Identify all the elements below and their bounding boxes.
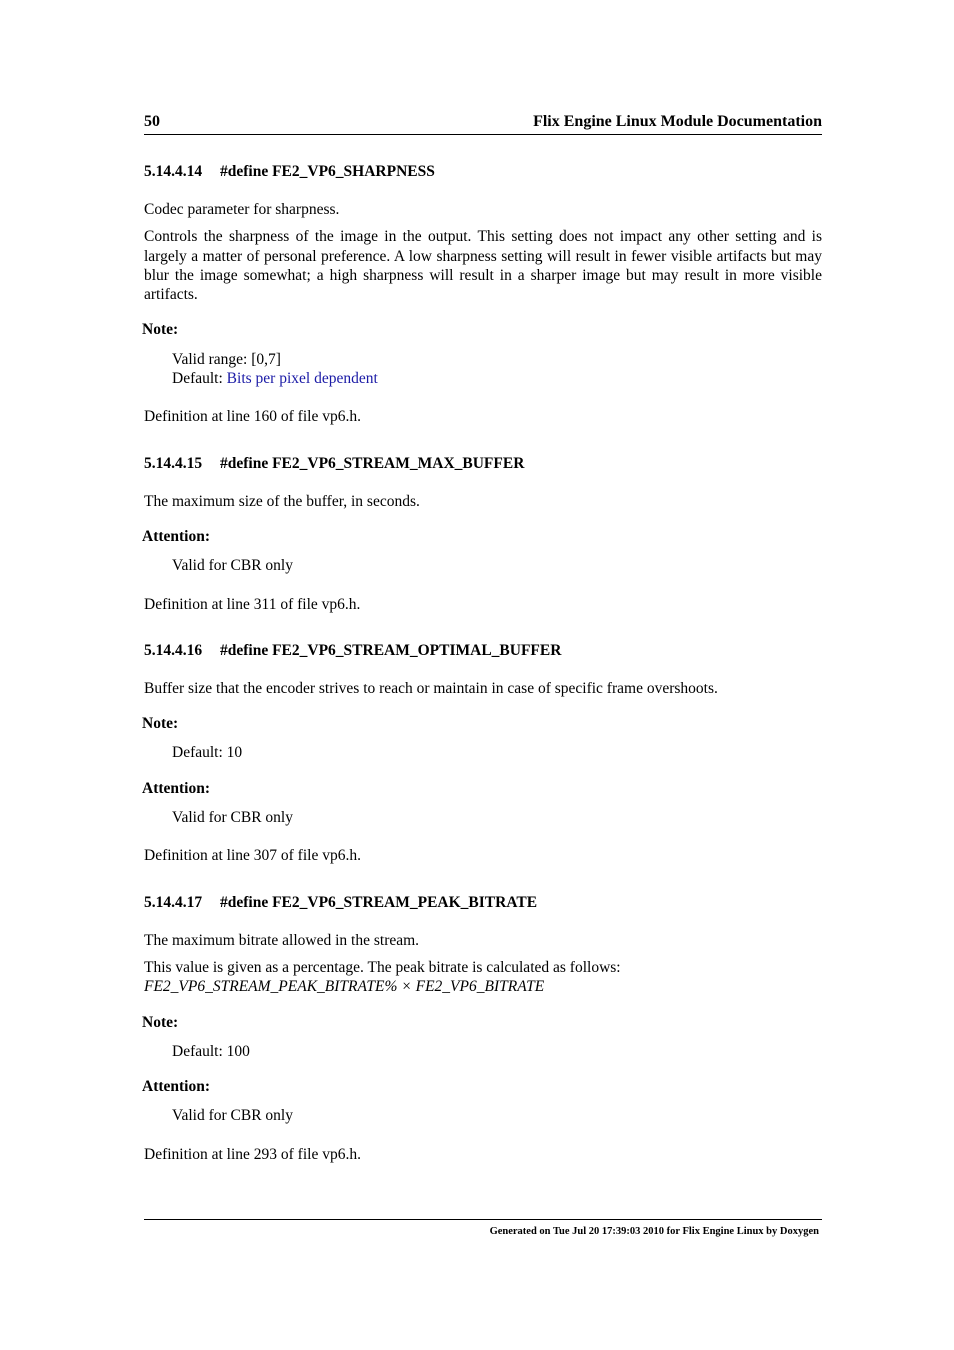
attention-body: Valid for CBR only [172,557,293,575]
attention-body: Valid for CBR only [172,1107,293,1125]
generated-by-text: Generated on Tue Jul 20 17:39:03 2010 for Flix Engine Linux by Doxygen [489,1226,819,1237]
section-title: #define FE2_VP6_STREAM_MAX_BUFFER [220,454,525,472]
page-footer [144,1219,822,1239]
bits-per-pixel-link[interactable]: Bits per pixel dependent [226,370,378,388]
brief-description: Buffer size that the encoder strives to reach or maintain in case of specific frame overshoots. [144,679,718,697]
section-title: #define FE2_VP6_STREAM_OPTIMAL_BUFFER [220,641,562,659]
section-title: #define FE2_VP6_STREAM_PEAK_BITRATE [220,893,538,911]
page-number: 50 [144,113,160,130]
definition-line: Definition at line 311 of file vp6.h. [144,595,361,613]
brief-description: The maximum bitrate allowed in the stream. [144,931,420,949]
section-title: #define FE2_VP6_SHARPNESS [220,163,435,180]
attention-label: Attention: [142,527,211,545]
definition-line: Definition at line 307 of file vp6.h. [144,847,361,865]
note-valid-range: Valid range: [0,7] [172,350,281,368]
section-heading [144,162,822,182]
section-number: 5.14.4.15 [144,454,203,472]
section-heading [144,893,822,913]
section-heading [144,454,822,474]
note-default [172,369,822,388]
section-sharpness [144,162,822,427]
section-stream-max-buffer [144,454,822,614]
section-number: 5.14.4.16 [144,641,203,659]
attention-body: Valid for CBR only [172,809,293,827]
document-page [144,112,822,1164]
definition-line: Definition at line 293 of file vp6.h. [144,1145,361,1163]
section-heading [144,641,822,661]
attention-label: Attention: [142,1078,211,1096]
note-body [172,350,822,389]
note-body: Default: 100 [172,1042,250,1060]
section-stream-peak-bitrate [144,893,822,1164]
note-label: Note: [142,1013,179,1031]
note-default-prefix: Default: [172,370,227,388]
detailed-description: Controls the sharpness of the image in the output. This setting does not impact any other setting and is largely a matter of personal preference. A low sharpness setting will result in fewer visible artifacts but may blur the image somewhat; a high sharpness will result in a sharper image but may result in more visible artifacts. [144,228,822,304]
definition-line: Definition at line 160 of file vp6.h. [144,408,361,426]
note-body: Default: 10 [172,744,243,762]
document-title: Flix Engine Linux Module Documentation [533,113,822,130]
attention-label: Attention: [142,779,211,797]
brief-description: The maximum size of the buffer, in seconds. [144,492,420,510]
detailed-description [144,958,822,997]
page-header [144,112,822,135]
peak-bitrate-formula: FE2_VP6_STREAM_PEAK_BITRATE% × FE2_VP6_BITRATE [144,978,545,996]
brief-description: Codec parameter for sharpness. [144,201,340,218]
note-label: Note: [142,321,179,339]
section-number: 5.14.4.17 [144,893,203,911]
section-stream-optimal-buffer [144,641,822,866]
note-label: Note: [142,715,179,733]
detail-text: This value is given as a percentage. The peak bitrate is calculated as follows: [144,958,621,976]
section-number: 5.14.4.14 [144,163,203,180]
